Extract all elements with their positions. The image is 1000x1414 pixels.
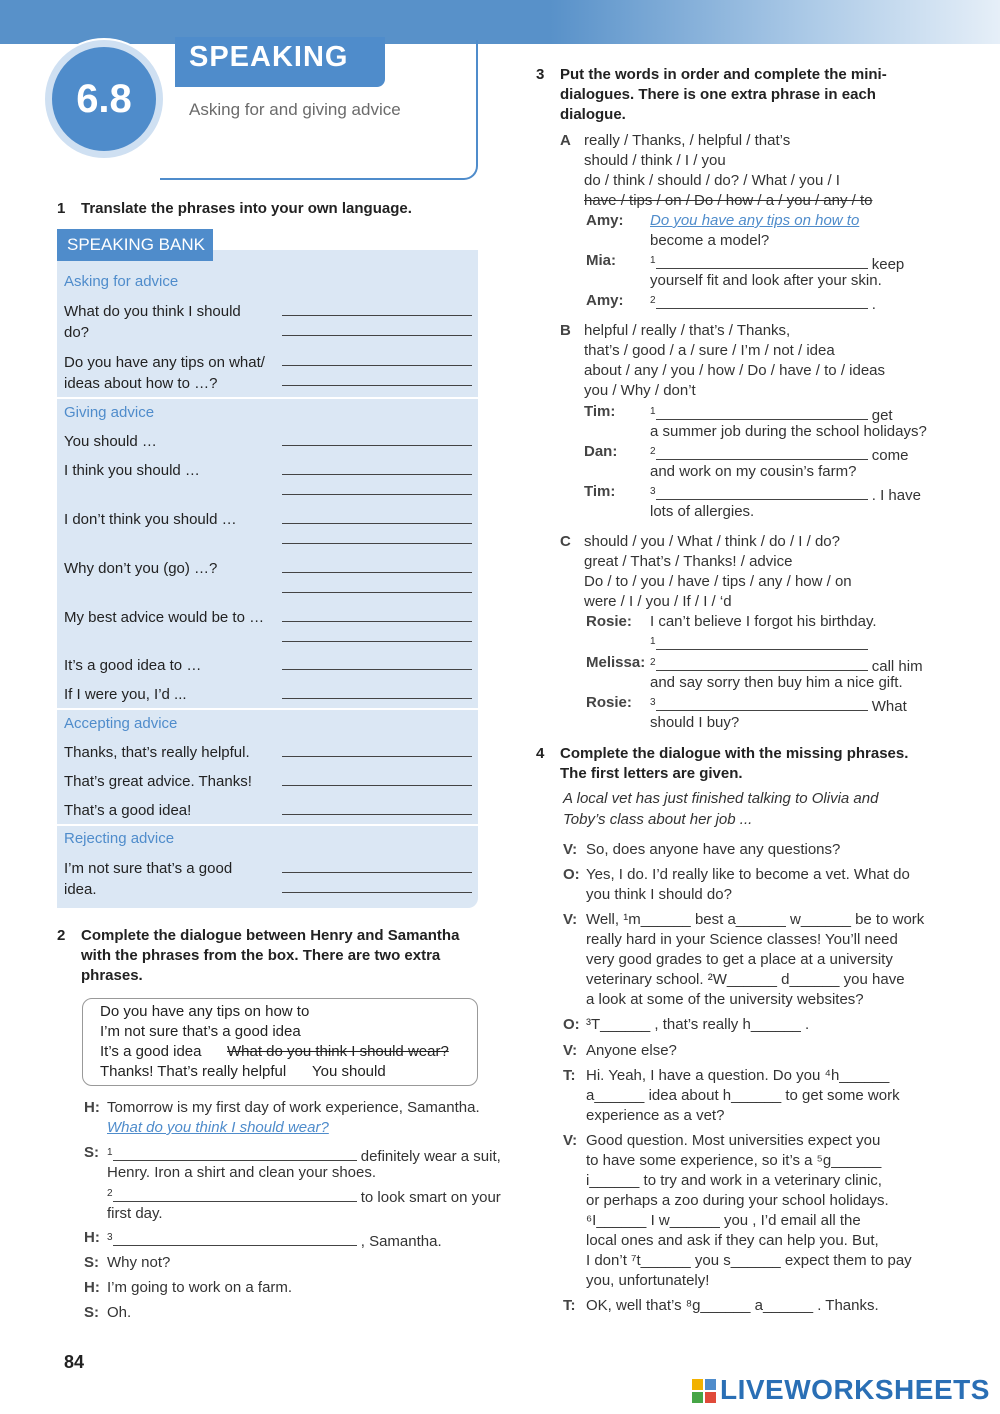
speaker-label: V: bbox=[563, 1132, 578, 1149]
dialogue-line: and say sorry then buy him a nice gift. bbox=[650, 674, 903, 691]
bank-phrase: I don’t think you should … bbox=[64, 511, 237, 528]
speaker-label: S: bbox=[84, 1254, 99, 1271]
bank-phrase: That’s a good idea! bbox=[64, 802, 192, 819]
divider bbox=[57, 397, 478, 399]
dialogue-line: become a model? bbox=[650, 232, 770, 249]
answer-line[interactable] bbox=[282, 572, 472, 573]
bank-phrase: idea. bbox=[64, 881, 97, 898]
bank-phrase: What do you think I should bbox=[64, 303, 241, 320]
speaker-label: H: bbox=[84, 1279, 100, 1296]
answer-blank[interactable] bbox=[656, 446, 868, 460]
phrase-box bbox=[82, 998, 478, 1086]
answer-line[interactable] bbox=[282, 892, 472, 893]
answer-line[interactable] bbox=[282, 315, 472, 316]
answer-blank[interactable] bbox=[656, 636, 868, 650]
answer-line[interactable] bbox=[282, 523, 472, 524]
section-subtitle: Asking for and giving advice bbox=[189, 100, 401, 119]
page-number: 84 bbox=[64, 1352, 85, 1372]
intro-text: Toby’s class about her job ... bbox=[563, 811, 753, 828]
dialogue-line: $^1$ definitely wear a suit, bbox=[107, 1147, 501, 1165]
header-bar bbox=[0, 0, 1000, 44]
speaker-label: Amy: bbox=[586, 292, 624, 309]
dialogue-line: a look at some of the university websites? bbox=[586, 991, 864, 1008]
dialogue-line[interactable]: Well, ¹m______ best a______ w______ be to work bbox=[586, 911, 925, 928]
dialogue-line[interactable]: i______ to try and work in a veterinary clinic, bbox=[586, 1172, 882, 1189]
example-answer: Do you have any tips on how to bbox=[650, 212, 860, 229]
word-list: do / think / should / do? / What / you / I bbox=[584, 172, 840, 189]
dialogue-line[interactable]: I don’t ⁷t______ you s______ expect them to pay bbox=[586, 1252, 912, 1269]
divider bbox=[57, 824, 478, 826]
answer-line[interactable] bbox=[282, 756, 472, 757]
exercise4-instruction: 4 Complete the dialogue with the missing phrases. The first letters are given. bbox=[536, 745, 909, 782]
word-list: you / Why / don’t bbox=[584, 382, 696, 399]
answer-line[interactable] bbox=[282, 494, 472, 495]
box-phrase: It’s a good idea bbox=[100, 1043, 202, 1060]
answer-blank[interactable] bbox=[656, 255, 868, 269]
word-list: were / I / you / If / I / ‘d bbox=[584, 593, 732, 610]
dialogue-line: I’m going to work on a farm. bbox=[107, 1279, 293, 1296]
word-list: really / Thanks, / helpful / that’s bbox=[584, 132, 791, 149]
dialogue-line: you think I should do? bbox=[586, 886, 732, 903]
speaker-label: T: bbox=[563, 1067, 576, 1084]
answer-line[interactable] bbox=[282, 785, 472, 786]
dialogue-line: 1 bbox=[650, 632, 868, 656]
exercise2-instruction: 2 Complete the dialogue between Henry and Samantha with the phrases from the box. There are two extra phrases. bbox=[57, 927, 460, 984]
exercise1-instruction: 1 Translate the phrases into your own language. bbox=[57, 200, 412, 217]
dialogue-line: Oh. bbox=[107, 1304, 132, 1321]
answer-line[interactable] bbox=[282, 641, 472, 642]
speaker-label: Tim: bbox=[584, 483, 616, 500]
dialogue-line: $^2$ come bbox=[650, 446, 909, 464]
dialogue-line: $^2$ call him bbox=[650, 657, 923, 675]
dialogue-line: So, does anyone have any questions? bbox=[586, 841, 841, 858]
dialogue-letter: B bbox=[560, 322, 571, 339]
dialogue-letter: A bbox=[560, 132, 571, 149]
dialogue-line: first day. bbox=[107, 1205, 163, 1222]
dialogue-line: $^2$ . bbox=[650, 295, 876, 313]
example-answer: What do you think I should wear? bbox=[107, 1119, 329, 1136]
box-phrase: I’m not sure that’s a good idea bbox=[100, 1023, 301, 1040]
bank-phrase: I think you should … bbox=[64, 462, 200, 479]
speaker-label: V: bbox=[563, 1042, 578, 1059]
dialogue-line[interactable]: ³T______ , that’s really h______ . bbox=[586, 1016, 810, 1033]
bank-heading-asking: Asking for advice bbox=[64, 273, 179, 290]
bank-phrase: Why don’t you (go) …? bbox=[64, 560, 218, 577]
word-list: should / think / I / you bbox=[584, 152, 726, 169]
answer-blank[interactable] bbox=[656, 406, 868, 420]
bank-phrase: You should … bbox=[64, 433, 157, 450]
speaker-label: Rosie: bbox=[586, 613, 632, 630]
intro-text: A local vet has just finished talking to Olivia and bbox=[563, 790, 879, 807]
speaking-bank-title: SPEAKING BANK bbox=[57, 229, 213, 261]
answer-line[interactable] bbox=[282, 335, 472, 336]
speaker-label: O: bbox=[563, 866, 580, 883]
dialogue-line: a summer job during the school holidays? bbox=[650, 423, 927, 440]
word-list: Do / to / you / have / tips / any / how / on bbox=[584, 573, 852, 590]
dialogue-line: yourself fit and look after your skin. bbox=[650, 272, 882, 289]
dialogue-line: Henry. Iron a shirt and clean your shoes. bbox=[107, 1164, 377, 1181]
bank-phrase: If I were you, I’d ... bbox=[64, 686, 187, 703]
speaker-label: Tim: bbox=[584, 403, 616, 420]
word-list: that’s / good / a / sure / I’m / not / idea bbox=[584, 342, 835, 359]
box-phrase: You should bbox=[312, 1063, 386, 1080]
word-list: helpful / really / that’s / Thanks, bbox=[584, 322, 791, 339]
answer-line[interactable] bbox=[282, 669, 472, 670]
bank-phrase: ideas about how to …? bbox=[64, 375, 218, 392]
dialogue-line: $^3$ . I have bbox=[650, 486, 921, 504]
answer-line[interactable] bbox=[282, 814, 472, 815]
answer-line[interactable] bbox=[282, 445, 472, 446]
word-list: great / That’s / Thanks! / advice bbox=[584, 553, 793, 570]
answer-blank[interactable] bbox=[113, 1232, 357, 1246]
answer-line[interactable] bbox=[282, 543, 472, 544]
dialogue-line: Anyone else? bbox=[586, 1042, 677, 1059]
speaker-label: S: bbox=[84, 1304, 99, 1321]
dialogue-line[interactable]: Hi. Yeah, I have a question. Do you ⁴h______ bbox=[586, 1067, 890, 1084]
answer-line[interactable] bbox=[282, 365, 472, 366]
speaker-label: V: bbox=[563, 911, 578, 928]
dialogue-line: really hard in your Science classes! You’ll need bbox=[586, 931, 898, 948]
dialogue-line[interactable]: to have some experience, so it’s a ⁵g______ bbox=[586, 1152, 882, 1169]
speaker-label: O: bbox=[563, 1016, 580, 1033]
word-list: about / any / you / how / Do / have / to / ideas bbox=[584, 362, 886, 379]
bank-phrase: That’s great advice. Thanks! bbox=[64, 773, 252, 790]
answer-line[interactable] bbox=[282, 698, 472, 699]
dialogue-letter: C bbox=[560, 533, 571, 550]
bank-phrase: do? bbox=[64, 324, 90, 341]
box-phrase-used: What do you think I should wear? bbox=[227, 1043, 449, 1060]
bank-phrase: Do you have any tips on what/ bbox=[64, 354, 265, 371]
dialogue-line[interactable]: ⁶I______ I w______ you , I’d email all the bbox=[586, 1212, 861, 1229]
dialogue-line: Why not? bbox=[107, 1254, 171, 1271]
dialogue-line[interactable]: a______ idea about h______ to get some work bbox=[586, 1087, 900, 1104]
liveworksheets-logo-icon bbox=[692, 1379, 716, 1403]
answer-line[interactable] bbox=[282, 474, 472, 475]
exercise3-instruction: 3 Put the words in order and complete the mini- dialogues. There is one extra phrase in each dialogue. bbox=[536, 66, 887, 123]
dialogue-line[interactable]: OK, well that’s ⁸g______ a______ . Thanks. bbox=[586, 1297, 879, 1314]
speaker-label: V: bbox=[563, 841, 578, 858]
answer-line[interactable] bbox=[282, 872, 472, 873]
answer-line[interactable] bbox=[282, 385, 472, 386]
dialogue-line: $^1$ get bbox=[650, 406, 893, 424]
speaking-bank bbox=[57, 250, 478, 908]
bank-heading-accepting: Accepting advice bbox=[64, 715, 178, 732]
answer-blank[interactable] bbox=[656, 486, 868, 500]
dialogue-line: $^3$ What bbox=[650, 697, 907, 715]
speaker-label: Rosie: bbox=[586, 694, 632, 711]
speaker-label: T: bbox=[563, 1297, 576, 1314]
speaker-label: H: bbox=[84, 1229, 100, 1246]
answer-blank[interactable] bbox=[656, 697, 868, 711]
speaker-label: Dan: bbox=[584, 443, 618, 460]
answer-blank[interactable] bbox=[113, 1188, 357, 1202]
bank-phrase: It’s a good idea to … bbox=[64, 657, 202, 674]
section-title: SPEAKING bbox=[175, 37, 385, 87]
speaker-label: S: bbox=[84, 1144, 99, 1161]
dialogue-line: $^1$ keep bbox=[650, 255, 905, 273]
answer-blank[interactable] bbox=[656, 295, 868, 309]
speaker-label: H: bbox=[84, 1099, 100, 1116]
dialogue-line: Tomorrow is my first day of work experience, Samantha. bbox=[107, 1099, 480, 1116]
dialogue-line: experience as a vet? bbox=[586, 1107, 725, 1124]
bank-heading-giving: Giving advice bbox=[64, 404, 155, 421]
section-number: 6.8 bbox=[76, 77, 132, 121]
dialogue-line: lots of allergies. bbox=[650, 503, 755, 520]
liveworksheets-brand[interactable]: LIVEWORKSHEETS bbox=[720, 1374, 990, 1405]
dialogue-line: I can’t believe I forgot his birthday. bbox=[650, 613, 877, 630]
dialogue-line: and work on my cousin’s farm? bbox=[650, 463, 857, 480]
divider bbox=[57, 708, 478, 710]
box-phrase: Thanks! That’s really helpful bbox=[100, 1063, 287, 1080]
answer-line[interactable] bbox=[282, 621, 472, 622]
word-list-used: have / tips / on / Do / how / a / you / any / to bbox=[584, 192, 873, 209]
answer-blank[interactable] bbox=[656, 657, 868, 671]
bank-phrase: My best advice would be to … bbox=[64, 609, 265, 626]
dialogue-line: very good grades to get a place at a university bbox=[586, 951, 893, 968]
dialogue-line: should I buy? bbox=[650, 714, 740, 731]
speaker-label: Melissa: bbox=[586, 654, 646, 671]
speaker-label: Mia: bbox=[586, 252, 616, 269]
dialogue-line: Good question. Most universities expect you bbox=[586, 1132, 881, 1149]
dialogue-line: $^3$ , Samantha. bbox=[107, 1232, 442, 1250]
answer-line[interactable] bbox=[282, 592, 472, 593]
word-list: should / you / What / think / do / I / do? bbox=[584, 533, 840, 550]
dialogue-line[interactable]: veterinary school. ²W______ d______ you have bbox=[586, 971, 905, 988]
dialogue-line: you, unfortunately! bbox=[586, 1272, 710, 1289]
answer-blank[interactable] bbox=[113, 1147, 357, 1161]
dialogue-line: $^2$ to look smart on your bbox=[107, 1188, 501, 1206]
speaker-label: Amy: bbox=[586, 212, 624, 229]
bank-phrase: I’m not sure that’s a good bbox=[64, 860, 233, 877]
bank-heading-rejecting: Rejecting advice bbox=[64, 830, 175, 847]
dialogue-line: local ones and ask if they can help you. But, bbox=[586, 1232, 879, 1249]
dialogue-line: or perhaps a zoo during your school holidays. bbox=[586, 1192, 889, 1209]
box-phrase: Do you have any tips on how to bbox=[100, 1003, 310, 1020]
bank-phrase: Thanks, that’s really helpful. bbox=[64, 744, 250, 761]
dialogue-line: Yes, I do. I’d really like to become a vet. What do bbox=[586, 866, 910, 883]
